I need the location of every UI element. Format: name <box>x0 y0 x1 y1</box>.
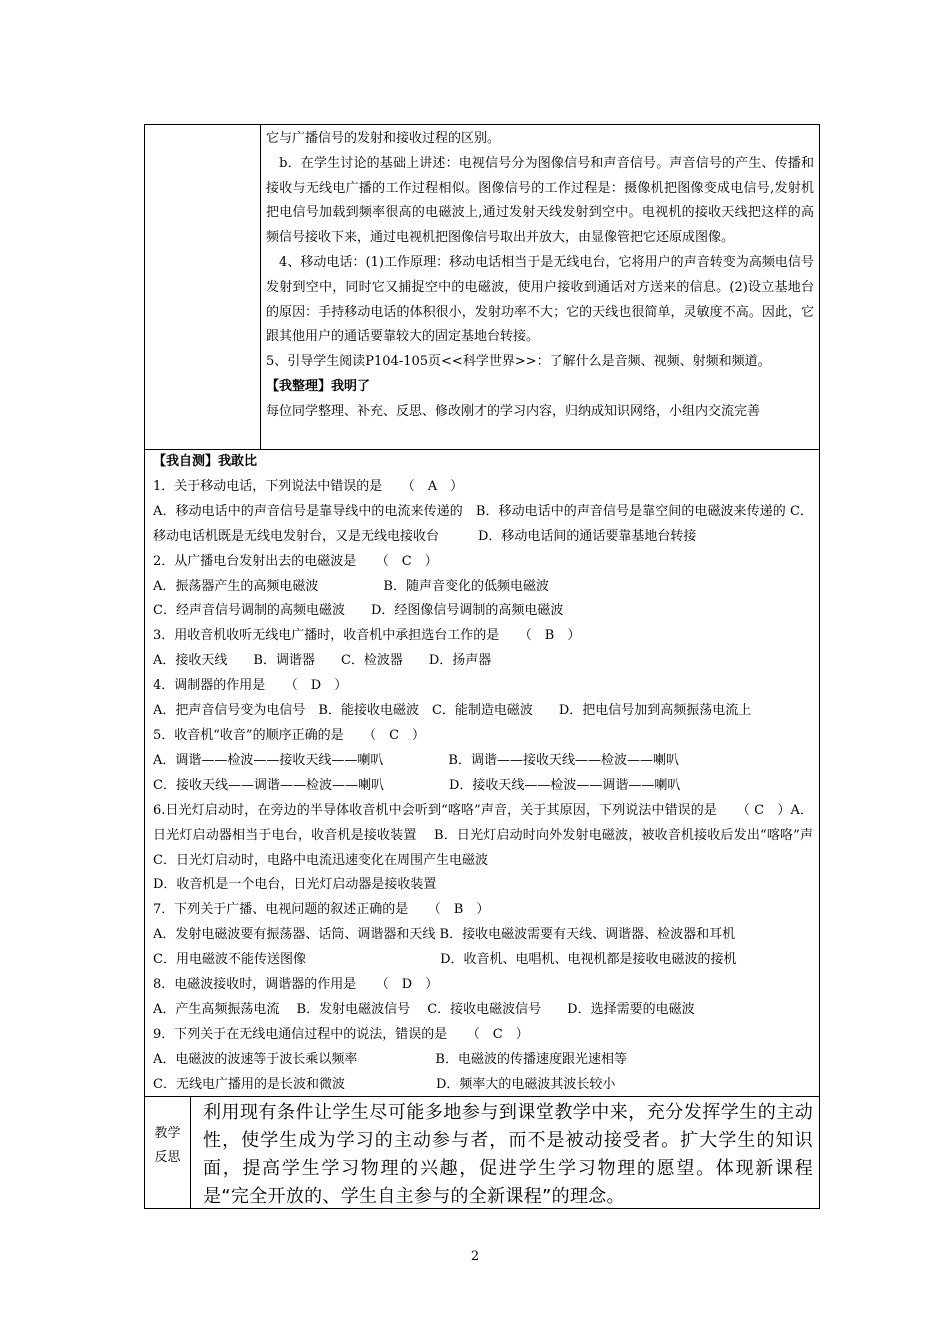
question-line: A．产生高频振荡电流 B．发射电磁波信号 C．接收电磁波信号 D．选择需要的电磁波 <box>153 1001 695 1017</box>
question-line: A．把声音信号变为电信号 B．能接收电磁波 C．能制造电磁波 D．把电信号加到高频振荡电流上 <box>153 703 752 719</box>
self-test-heading: 【我自测】我敢比 <box>153 454 258 469</box>
question-line: 9．下列关于在无线电通信过程中的说法，错误的是 （ C ） <box>153 1026 529 1042</box>
self-test-row <box>144 449 844 1097</box>
lesson-content-cell <box>266 127 814 425</box>
question-line: C．无线电广播用的是长波和微波 D．频率大的电磁波其波长较小 <box>153 1076 616 1092</box>
question-line: A．振荡器产生的高频电磁波 B．随声音变化的低频电磁波 <box>153 578 549 594</box>
question-line: C．接收天线——调谐——检波——喇叭 D．接收天线——检波——调谐——喇叭 <box>153 777 681 793</box>
question-line: 6.日光灯启动时，在旁边的半导体收音机中会听到“喀咯”声音，关于其原因，下列说法中错误的是 （ C ）A．日光灯启动器相当于电台，收音机是接收装置 B．日光灯启动时向外发射电磁波，被收音机接收后发出“喀咯”声 C．日光灯启动时，电路中电流迅速变化在周围产生电磁波 <box>153 802 844 868</box>
question-line: A．电磁波的波速等于波长乘以频率 B．电磁波的传播速度跟光速相等 <box>153 1051 627 1067</box>
content-paragraph: 它与广播信号的发射和接收过程的区别。 <box>266 131 501 146</box>
question-line: 3．用收音机收听无线电广播时，收音机中承担选台工作的是 （ B ） <box>153 628 581 644</box>
question-line: 4．调制器的作用是 （ D ） <box>153 678 348 694</box>
content-paragraph: 5、引导学生阅读P104-105页<<科学世界>>：了解什么是音频、视频、射频和频道。 <box>266 354 771 370</box>
self-test-cell <box>153 450 844 1098</box>
question-line: A．调谐——检波——接收天线——喇叭 B．调谐——接收天线——检波——喇叭 <box>153 752 679 768</box>
reflection-text: 利用现有条件让学生尽可能多地参与到课堂教学中来，充分发挥学生的主动性，使学生成为学习的主动参与者，而不是被动接受者。扩大学生的知识面，提高学生学习物理的兴趣，促进学生学习物理的愿望。体现新课程是“完全开放的、学生自主参与的全新课程”的理念。 <box>203 1102 813 1207</box>
question-line: 7．下列关于广播、电视问题的叙述正确的是 （ B ） <box>153 902 490 918</box>
question-line: 1．关于移动电话，下列说法中错误的是 （ A ） <box>153 478 464 494</box>
question-line: 2．从广播电台发射出去的电磁波是 （ C ） <box>153 553 438 569</box>
question-line: D．收音机是一个电台，日光灯启动器是接收装置 <box>153 877 437 893</box>
question-line: 8．电磁波接收时，调谐器的作用是 （ D ） <box>153 977 439 993</box>
question-line: A．发射电磁波要有振荡器、话筒、调谐器和天线 B．接收电磁波需要有天线、调谐器、检波器和耳机 <box>153 927 736 943</box>
content-paragraph: 每位同学整理、补充、反思、修改刚才的学习内容，归纳成知识网络，小组内交流完善 <box>266 403 761 419</box>
lesson-content-row <box>144 124 820 450</box>
reflection-label-cell <box>145 1097 191 1208</box>
reflection-label: 教学反思 <box>154 1125 181 1165</box>
row-label-cell <box>145 125 261 449</box>
content-paragraph: b．在学生讨论的基础上讲述：电视信号分为图像信号和声音信号。声音信号的产生、传播和接收与无线电广播的工作过程相似。图像信号的工作过程是：摄像机把图像变成电信号,发射机把电信号加载到频率很高的电磁波上,通过发射天线发射到空中。电视机的接收天线把这样的高频信号接收下来，通过电视机把图像信号取出并放大，由显像管把它还原成图像。 <box>266 155 814 246</box>
question-line: A．接收天线 B．调谐器 C．检波器 D．扬声器 <box>153 653 492 669</box>
question-line: 5．收音机“收音”的顺序正确的是 （ C ） <box>153 727 426 743</box>
page-number: 2 <box>470 1249 480 1264</box>
question-line: C．经声音信号调制的高频电磁波 D．经图像信号调制的高频电磁波 <box>153 603 564 619</box>
summary-heading: 【我整理】我明了 <box>266 378 371 394</box>
question-line: C．用电磁波不能传送图像 D．收音机、电唱机、电视机都是接收电磁波的接机 <box>153 952 737 968</box>
content-paragraph: 4、移动电话：(1)工作原理：移动电话相当于是无线电台，它将用户的声音转变为高频电信号发射到空中，同时它又捕捉空中的电磁波，使用户接收到通话对方送来的信息。(2)设立基地台的原因：手持移动电话的体积很小，发射功率不大；它的天线也很简单，灵敏度不高。因此，它跟其他用户的通话要靠较大的固定基地台转接。 <box>266 254 814 345</box>
reflection-row <box>144 1096 820 1209</box>
question-line: A．移动电话中的声音信号是靠导线中的电流来传递的 B．移动电话中的声音信号是靠空间的电磁波来传递的 C．移动电话机既是无线电发射台，又是无线电接收台 D．移动电话间的通话要靠基地台转接 <box>153 503 813 544</box>
